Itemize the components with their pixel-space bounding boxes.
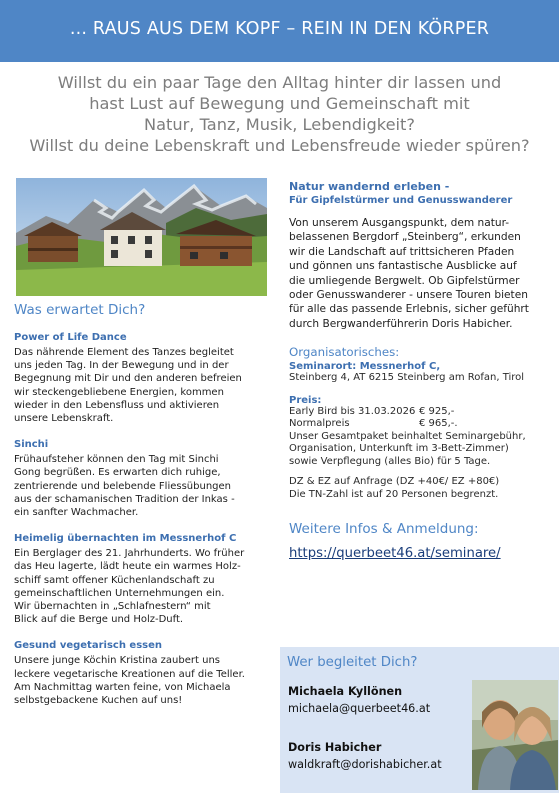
organisation-heading: Organisatorisches:	[289, 345, 400, 360]
dance-text: Das nährende Element des Tanzes begleitet uns jeden Tag. In der Bewegung und in der Begegnung mit Dir und den anderen befreien wir steckengebliebene Energien, kommen wieder in den Lebensfluss und aktivieren unsere Lebenskraft.	[14, 347, 242, 425]
guide-email[interactable]: waldkraft@dorishabicher.at	[288, 758, 442, 771]
venue-address: Steinberg 4, AT 6215 Steinberg am Rofan, Tirol	[289, 372, 525, 384]
guides-heading: Wer begleitet Dich?	[287, 655, 418, 670]
guides-portrait-photo	[472, 680, 558, 790]
lodging-title: Heimelig übernachten im Messnerhof C	[14, 533, 237, 545]
info-heading: Weitere Infos & Anmeldung:	[289, 521, 479, 538]
hiking-text: Von unserem Ausgangspunkt, dem natur- belassenen Bergdorf „Steinberg“, erkunden wir die Landschaft auf trittsicheren Pfaden und gönnen uns fantastische Ausblicke auf die umliegende Bergwelt. Ob Gipfelstürmer oder Genusswanderer - unsere Touren bieten für alle das passende Erlebnis, sicher geführt durch Bergwanderführerin Doris Habicher.	[289, 217, 529, 330]
intro-text	[20, 72, 539, 156]
guide-email[interactable]: michaela@querbeet46.at	[288, 702, 431, 715]
guide-michaela	[288, 685, 430, 715]
guide-name: Michaela Kyllönen	[288, 685, 403, 698]
right-column	[289, 180, 554, 561]
guide-name: Doris Habicher	[288, 741, 382, 754]
food-title: Gesund vegetarisch essen	[14, 640, 163, 652]
section-heading: Was erwartet Dich?	[14, 302, 146, 318]
seminar-link[interactable]: https://querbeet46.at/seminare/	[289, 546, 501, 562]
page-title: ... RAUS AUS DEM KOPF – REIN IN DEN KÖRPER	[69, 19, 490, 39]
intro-line: hast Lust auf Bewegung und Gemeinschaft mit	[89, 94, 470, 113]
left-column	[14, 302, 272, 721]
price-normal: Normalpreis € 965,-.	[289, 418, 458, 430]
price-label: Preis:	[289, 394, 322, 406]
mountain-village-photo	[16, 178, 267, 296]
extras-text: DZ & EZ auf Anfrage (DZ +40€/ EZ +80€) Die TN-Zahl ist auf 20 Personen begrenzt.	[289, 476, 500, 500]
food-text: Unsere junge Köchin Kristina zaubert uns leckere vegetarische Kreationen auf die Teller. Am Nachmittag warten feine, von Michaela selbstgebackene Kuchen auf uns!	[14, 655, 245, 707]
dance-title: Power of Life Dance	[14, 332, 127, 343]
package-text: Unser Gesamtpaket beinhaltet Seminargebühr, Organisation, Unterkunft im 3-Bett-Zimmer) sowie Verpflegung (alles Bio) für 5 Tage.	[289, 430, 526, 467]
sinchi-title: Sinchi	[14, 439, 49, 451]
intro-line: Natur, Tanz, Musik, Lebendigkeit?	[143, 115, 415, 134]
price-early-bird: Early Bird bis 31.03.2026 € 925,-	[289, 405, 455, 417]
sinchi-text: Frühaufsteher können den Tag mit Sinchi Gong begrüßen. Es erwarten dich ruhige, zentrierende und belebende Fliessübungen aus der schamanischen Tradition der Inkas - ein sanfter Wachmacher.	[14, 454, 235, 519]
guides-box	[280, 647, 559, 793]
guide-doris	[288, 741, 442, 771]
hiking-title: Natur wandernd erleben -	[289, 180, 450, 193]
intro-line: Willst du deine Lebenskraft und Lebensfreude wieder spüren?	[29, 136, 530, 155]
lodging-text: Ein Berglager des 21. Jahrhunderts. Wo früher das Heu lagerte, lädt heute ein warmes Holz- schiff samt offener Küchenlandschaft zu gemeinschaftlichen Unternehmungen ein. Wir übernachten in „Schlafnestern“ mit Blick auf die Berge und Holz-Duft.	[14, 548, 245, 626]
venue-label: Seminarort: Messnerhof C,	[289, 361, 441, 373]
intro-line: Willst du ein paar Tage den Alltag hinter dir lassen und	[57, 73, 502, 92]
hiking-subtitle: Für Gipfelstürmer und Genusswanderer	[289, 195, 513, 206]
header-banner	[0, 0, 559, 62]
